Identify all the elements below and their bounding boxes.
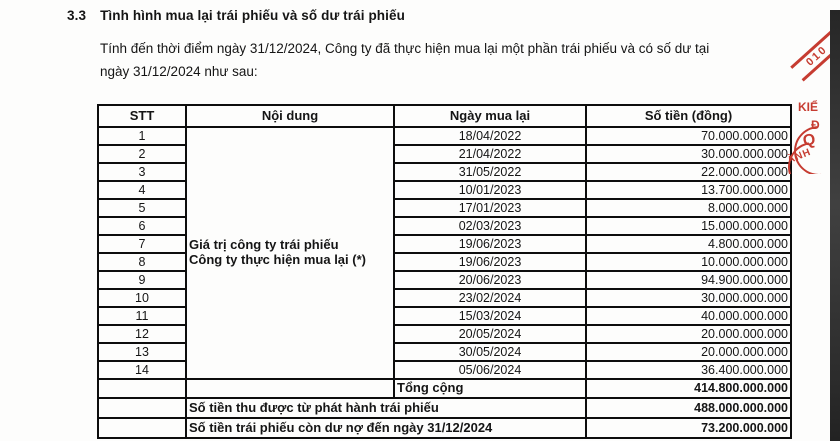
- intro-line-2: ngày 31/12/2024 như sau:: [100, 63, 258, 79]
- date-cell: 18/04/2022: [394, 127, 586, 145]
- header-noi-dung: Nội dung: [186, 105, 394, 127]
- amount-cell: 8.000.000.000: [586, 199, 791, 217]
- amount-cell: 40.000.000.000: [586, 307, 791, 325]
- date-cell: 02/03/2023: [394, 217, 586, 235]
- date-cell: 15/03/2024: [394, 307, 586, 325]
- stt-cell: 2: [98, 145, 186, 163]
- summary-label: Số tiền thu được từ phát hành trái phiếu: [186, 398, 586, 418]
- amount-cell: 20.000.000.000: [586, 343, 791, 361]
- section-number: 3.3: [67, 8, 87, 23]
- content-line-2: Công ty thực hiện mua lại (*): [189, 252, 366, 267]
- stamp-arc-text: 010: [790, 31, 840, 82]
- amount-cell: 94.900.000.000: [586, 271, 791, 289]
- empty-cell: [98, 379, 186, 398]
- content-line-1: Giá trị công ty trái phiếu: [189, 237, 339, 253]
- bond-buyback-table: [97, 104, 792, 439]
- empty-cell: [98, 418, 186, 438]
- stt-cell: 8: [98, 253, 186, 271]
- stt-cell: 6: [98, 217, 186, 235]
- date-cell: 21/04/2022: [394, 145, 586, 163]
- stamp-fragment: Đ: [811, 118, 820, 132]
- amount-cell: 22.000.000.000: [586, 163, 791, 181]
- stt-cell: 3: [98, 163, 186, 181]
- summary-amount: 73.200.000.000: [586, 418, 791, 438]
- stt-cell: 11: [98, 307, 186, 325]
- total-amount: 414.800.000.000: [586, 379, 791, 398]
- stt-cell: 9: [98, 271, 186, 289]
- section-title: Tình hình mua lại trái phiếu và số dư trái phiếu: [100, 8, 405, 23]
- date-cell: 31/05/2022: [394, 163, 586, 181]
- amount-cell: 30.000.000.000: [586, 145, 791, 163]
- date-cell: 17/01/2023: [394, 199, 586, 217]
- amount-cell: 36.400.000.000: [586, 361, 791, 379]
- summary-row: [98, 418, 791, 438]
- amount-cell: 20.000.000.000: [586, 325, 791, 343]
- stt-cell: 13: [98, 343, 186, 361]
- stt-cell: 14: [98, 361, 186, 379]
- stamp-fragment: KIỂ: [798, 100, 819, 114]
- amount-cell: 15.000.000.000: [586, 217, 791, 235]
- summary-row: [98, 398, 791, 418]
- stt-cell: 7: [98, 235, 186, 253]
- stt-cell: 1: [98, 127, 186, 145]
- date-cell: 05/06/2024: [394, 361, 586, 379]
- total-row: [98, 379, 791, 398]
- content-merged-cell: [186, 127, 394, 379]
- date-cell: 10/01/2023: [394, 181, 586, 199]
- header-so-tien: Số tiền (đồng): [586, 105, 791, 127]
- intro-paragraph: [100, 38, 780, 83]
- amount-cell: 70.000.000.000: [586, 127, 791, 145]
- header-ngay-mua-lai: Ngày mua lại: [394, 105, 586, 127]
- section-heading: [67, 8, 405, 23]
- stamp-fragment: ÀNH: [786, 146, 813, 167]
- intro-line-1: Tính đến thời điểm ngày 31/12/2024, Công ty đã thực hiện mua lại một phần trái phiếu và có số dư tại: [100, 41, 710, 56]
- date-cell: 30/05/2024: [394, 343, 586, 361]
- amount-cell: 30.000.000.000: [586, 289, 791, 307]
- amount-cell: 4.800.000.000: [586, 235, 791, 253]
- date-cell: 20/06/2023: [394, 271, 586, 289]
- date-cell: 19/06/2023: [394, 235, 586, 253]
- amount-cell: 13.700.000.000: [586, 181, 791, 199]
- header-stt: STT: [98, 105, 186, 127]
- stamp-fragment: Q: [801, 131, 817, 150]
- date-cell: 19/06/2023: [394, 253, 586, 271]
- stt-cell: 10: [98, 289, 186, 307]
- summary-amount: 488.000.000.000: [586, 398, 791, 418]
- stt-cell: 4: [98, 181, 186, 199]
- stt-cell: 12: [98, 325, 186, 343]
- summary-label: Số tiền trái phiếu còn dư nợ đến ngày 31/12/2024: [186, 418, 586, 438]
- amount-cell: 10.000.000.000: [586, 253, 791, 271]
- date-cell: 23/02/2024: [394, 289, 586, 307]
- table-row: [98, 127, 791, 145]
- stt-cell: 5: [98, 199, 186, 217]
- table-header-row: [98, 105, 791, 127]
- total-label: Tổng cộng: [394, 379, 586, 398]
- empty-cell: [98, 398, 186, 418]
- date-cell: 20/05/2024: [394, 325, 586, 343]
- scan-edge-shadow: [830, 10, 840, 441]
- empty-cell: [186, 379, 394, 398]
